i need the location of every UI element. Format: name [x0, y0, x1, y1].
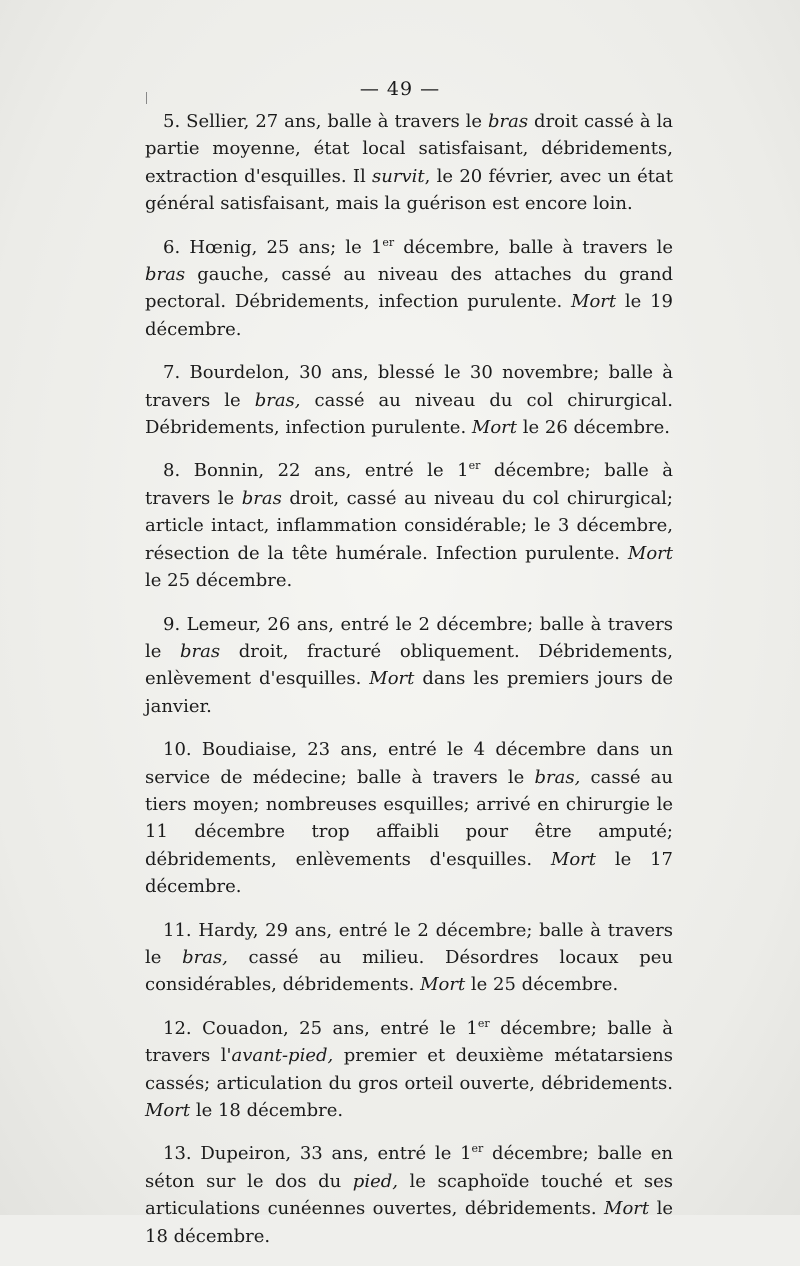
- italic-text: bras,: [254, 389, 301, 411]
- case-number: 8.: [163, 460, 181, 482]
- case-text: Hœnig, 25 ans; le 1: [180, 236, 383, 258]
- italic-text: bras: [145, 264, 186, 286]
- italic-text: Mort: [420, 974, 466, 996]
- case-entry: [145, 1015, 673, 1125]
- case-text: le scaphoïde touché et ses articulations cunéennes ouvertes, débridements.: [145, 1170, 674, 1220]
- case-text: Sellier, 27 ans, balle à travers le: [180, 111, 488, 132]
- case-text: cassé au niveau du col chirurgical. Débridements, infection purulente.: [145, 389, 673, 439]
- case-number: 11.: [163, 919, 192, 941]
- page-number: — 49 —: [359, 78, 441, 100]
- italic-text: bras,: [182, 946, 228, 968]
- case-text: le 25 décembre.: [145, 570, 293, 592]
- case-text: cassé au tiers moyen; nombreuses esquilles; arrivé en chirurgie le 11 décembre trop affaibli pour être amputé; débridements, enlèvements d'esquilles.: [145, 766, 673, 870]
- case-number: 12.: [163, 1017, 192, 1039]
- case-text: le 19 décembre.: [145, 291, 674, 340]
- case-number: 7.: [163, 362, 181, 384]
- case-text: cassé au milieu. Désordres locaux peu considérables, débridements.: [145, 946, 673, 996]
- case-entry: [145, 359, 673, 441]
- case-entry: [145, 736, 673, 900]
- text-body: [145, 108, 673, 1266]
- case-text: Lemeur, 26 ans, entré le 2 décembre; balle à travers le: [145, 613, 673, 662]
- italic-text: Mort: [627, 542, 673, 564]
- case-entry: [145, 234, 673, 344]
- case-text: décembre; balle à travers l': [145, 1017, 673, 1067]
- case-number: 10.: [163, 739, 192, 761]
- case-text: droit, cassé au niveau du col chirurgical; article intact, inflammation considérable; le 3 décembre, résection de la tête humérale. Infection purulente.: [145, 487, 674, 564]
- italic-text: Mort: [145, 1100, 191, 1121]
- case-text: , le 20 février, avec un état général satisfaisant, mais la guérison est encore loin.: [145, 165, 673, 215]
- case-text: Bourdelon, 30 ans, blessé le 30 novembre; balle à travers le: [145, 362, 673, 411]
- case-text: gauche, cassé au niveau des attaches du grand pectoral. Débridements, infection purulente.: [145, 264, 673, 313]
- italic-text: bras: [488, 111, 529, 132]
- case-number: 13.: [163, 1143, 192, 1165]
- superscript: er: [477, 1016, 490, 1030]
- case-text: droit cassé à la partie moyenne, état local satisfaisant, débridements, extraction d'esquilles. Il: [145, 111, 674, 187]
- italic-text: Mort: [571, 291, 617, 313]
- case-entry: [145, 1140, 673, 1250]
- case-text: droit, fracturé obliquement. Débridements, enlèvement d'esquilles.: [145, 640, 673, 690]
- case-text: décembre; balle en séton sur le dos du: [145, 1143, 673, 1192]
- superscript: er: [471, 1142, 484, 1156]
- italic-text: bras: [180, 640, 221, 662]
- italic-text: Mort: [604, 1198, 650, 1220]
- case-number: 5.: [163, 111, 181, 132]
- case-text: Dupeiron, 33 ans, entré le 1: [191, 1143, 472, 1165]
- italic-text: Mort: [550, 848, 596, 870]
- case-text: le 18 décembre.: [145, 1198, 673, 1247]
- case-text: le 26 décembre.: [517, 417, 670, 439]
- case-text: Boudiaise, 23 ans, entré le 4 décembre dans un service de médecine; balle à travers le: [145, 739, 673, 788]
- case-text: Bonnin, 22 ans, entré le 1: [180, 460, 469, 482]
- superscript: er: [382, 235, 395, 249]
- case-entry: [145, 108, 673, 218]
- case-number: 6.: [163, 236, 181, 258]
- italic-text: Mort: [471, 417, 518, 439]
- italic-text: survit: [372, 165, 425, 187]
- case-text: premier et deuxième métatarsiens cassés; articulation du gros orteil ouverte, débridements.: [145, 1045, 673, 1094]
- superscript: er: [468, 459, 481, 473]
- case-entry: [145, 457, 673, 594]
- case-text: Couadon, 25 ans, entré le 1: [191, 1017, 478, 1039]
- case-text: décembre; balle à travers le: [145, 460, 673, 509]
- case-text: dans les premiers jours de janvier.: [145, 668, 673, 717]
- case-entry: [145, 917, 673, 999]
- italic-text: bras,: [534, 766, 581, 788]
- case-entry: [145, 611, 673, 721]
- case-number: 9.: [163, 613, 181, 635]
- case-text: le 18 décembre.: [190, 1100, 344, 1121]
- case-text: le 17 décembre.: [145, 848, 673, 898]
- italic-text: avant-pied,: [231, 1045, 334, 1067]
- case-text: décembre, balle à travers le: [394, 236, 673, 258]
- case-text: Hardy, 29 ans, entré le 2 décembre; balle à travers le: [145, 919, 673, 968]
- italic-text: bras: [241, 487, 282, 509]
- italic-text: Mort: [369, 668, 415, 690]
- italic-text: pied,: [352, 1170, 398, 1192]
- case-text: le 25 décembre.: [465, 974, 619, 996]
